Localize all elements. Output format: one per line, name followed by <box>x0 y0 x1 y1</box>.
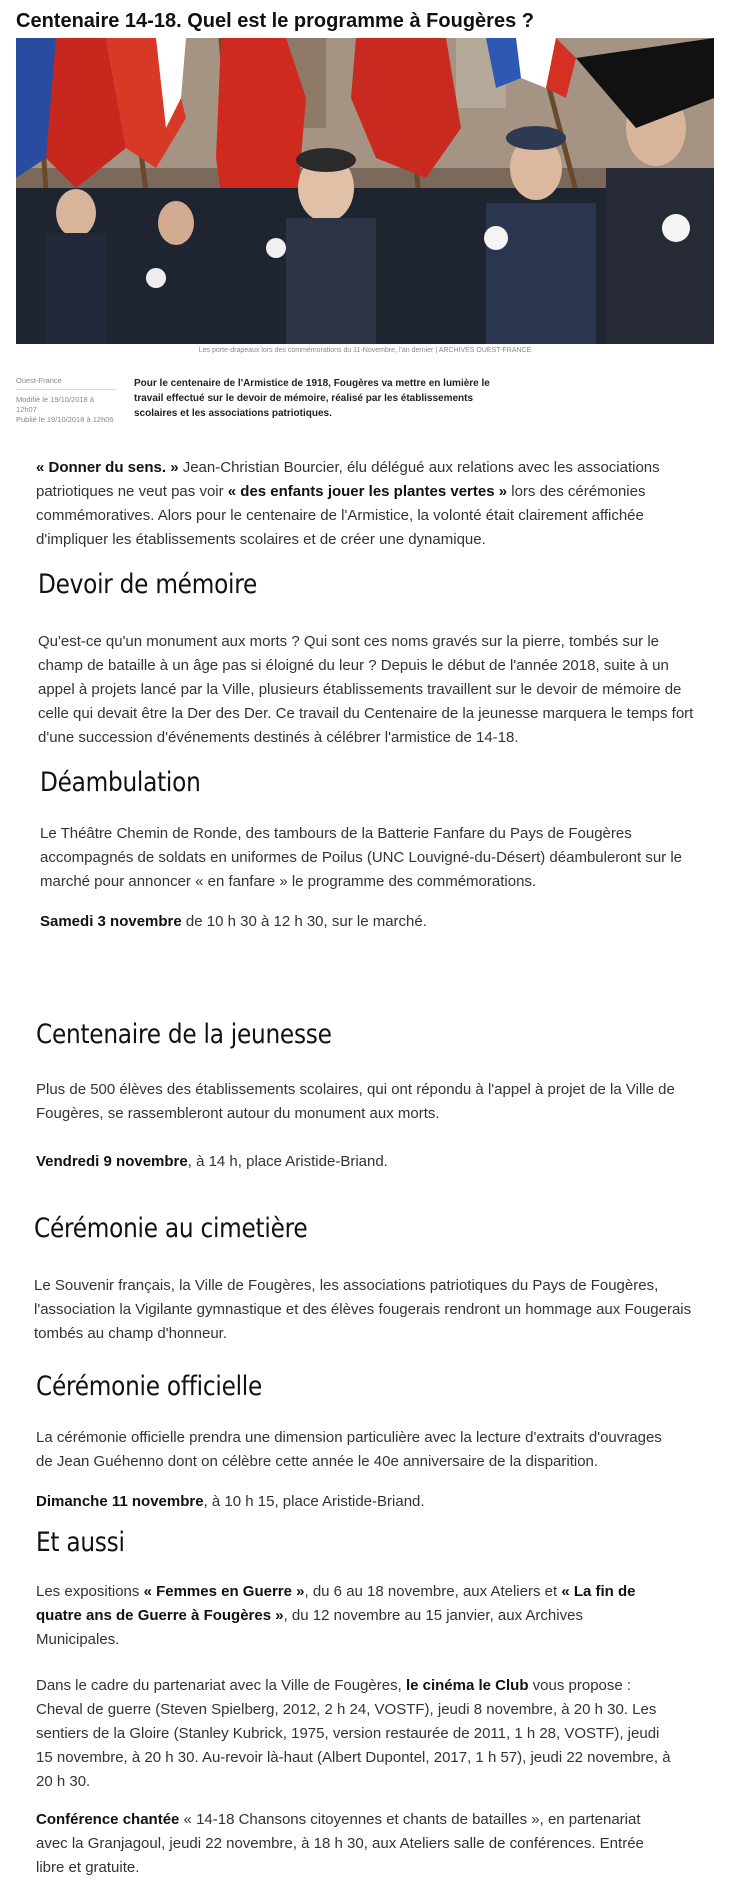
intro-quote-2: « des enfants jouer les plantes vertes » <box>227 483 508 500</box>
jeunesse-date-line <box>36 1150 696 1174</box>
flag-bearers-photo <box>16 38 714 344</box>
heading-aussi: Et aussi <box>36 1527 125 1558</box>
heading-jeunesse: Centenaire de la jeunesse <box>36 1019 332 1050</box>
conf-name: Conférence chantée <box>36 1811 180 1828</box>
officielle-paragraph: La cérémonie officielle prendra une dimension particulière avec la lecture d'extraits d'ouvrages de Jean Guéhenno dont on célèbre cette année le 40e anniversaire de la disparition. <box>36 1429 662 1470</box>
cine-name: le cinéma le Club <box>405 1677 529 1694</box>
modified-date: Modifié le 19/10/2018 à 12h07 <box>16 395 94 414</box>
cimetiere-paragraph: Le Souvenir français, la Ville de Fougères, les associations patriotiques du Pays de Fougères, l'association la Vigilante gymnastique et des élèves fougerais rendront un hommage aux Fougerais tombés au champ d'honneur. <box>34 1277 692 1342</box>
expo-prefix: Les expositions <box>36 1583 144 1600</box>
article-photo <box>16 38 714 344</box>
deambulation-paragraph: Le Théâtre Chemin de Ronde, des tambours de la Batterie Fanfare du Pays de Fougères accompagnés de soldats en uniformes de Poilus (UNC Louvigné-du-Désert) déambuleront sur le marché pour annoncer « en fanfare » le programme des commémorations. <box>40 825 682 890</box>
jeunesse-date: Vendredi 9 novembre <box>36 1153 188 1170</box>
jeunesse-detail: , à 14 h, place Aristide-Briand. <box>187 1153 388 1170</box>
article-source: Ouest-France <box>16 376 116 390</box>
devoir-paragraph: Qu'est-ce qu'un monument aux morts ? Qui sont ces noms gravés sur la pierre, tombés sur le champ de bataille à un âge pas si éloigné du leur ? Depuis le début de l'année 2018, suite à un appel à projets lancé par la Ville, plusieurs établissements travaillent sur le devoir de mémoire de celle qui devait être la Der des Der. Ce travail du Centenaire de la jeunesse marquera le temps fort d'une succession d'événements destinés à célébrer l'armistice de 14-18. <box>38 633 694 746</box>
expo-suffix: , du 12 novembre au 15 janvier, aux Archives Municipales. <box>36 1607 583 1648</box>
heading-devoir: Devoir de mémoire <box>38 569 258 600</box>
heading-officielle: Cérémonie officielle <box>36 1371 263 1402</box>
article-title: Centenaire 14-18. Quel est le programme à Fougères ? <box>16 10 534 32</box>
officielle-detail: , à 10 h 15, place Aristide-Briand. <box>203 1493 425 1510</box>
aussi-cinema <box>36 1674 676 1794</box>
jeunesse-paragraph: Plus de 500 élèves des établissements scolaires, qui ont répondu à l'appel à projet de la Ville de Fougères, se rassembleront autour du monument aux morts. <box>36 1081 675 1122</box>
heading-deambulation: Déambulation <box>40 767 201 798</box>
conf-text: « 14-18 Chansons citoyennes et chants de batailles », en partenariat avec la Granjagoul, jeudi 22 novembre, à 18 h 30, aux Ateliers salle de conférences. Entrée libre et gratuite. <box>36 1811 644 1876</box>
published-date: Publié le 19/10/2018 à 12h06 <box>16 415 114 424</box>
officielle-date: Dimanche 11 novembre <box>36 1493 204 1510</box>
cine-prefix: Dans le cadre du partenariat avec la Ville de Fougères, <box>36 1677 406 1694</box>
expo-mid: , du 6 au 18 novembre, aux Ateliers et <box>304 1583 562 1600</box>
officielle-date-line <box>36 1490 676 1514</box>
photo-caption: Les porte-drapeaux lors des commémorations du 11-Novembre, l'an dernier | ARCHIVES OUEST-FRANCE <box>198 347 532 354</box>
expo-femmes: « Femmes en Guerre » <box>143 1583 305 1600</box>
article-meta <box>16 376 116 425</box>
intro-text-1: Jean-Christian Bourcier, élu délégué aux relations avec les associations patriotiques ne veut pas voir <box>36 459 660 500</box>
article-lede: Pour le centenaire de l'Armistice de 1918, Fougères va mettre en lumière le travail effectué sur le devoir de mémoire, réalisé par les établissements scolaires et les associations patriotiques. <box>134 378 490 419</box>
cine-text: vous propose : Cheval de guerre (Steven Spielberg, 2012, 2 h 24, VOSTF), jeudi 8 novembre, à 20 h 30. Les sentiers de la Gloire (Stanley Kubrick, 1975, version restaurée de 2011, 1 h 28, VOSTF), jeudi 15 novembre, à 20 h 30. Au-revoir là-haut (Albert Dupontel, 2017, 1 h 57), jeudi 22 novembre, à 20 h 30. <box>36 1677 671 1790</box>
aussi-conference <box>36 1808 676 1880</box>
intro-quote-1: « Donner du sens. » <box>36 459 179 476</box>
deambulation-detail: de 10 h 30 à 12 h 30, sur le marché. <box>181 913 427 930</box>
expo-fin-guerre: « La fin de quatre ans de Guerre à Fougères » <box>36 1583 636 1624</box>
deambulation-date: Samedi 3 novembre <box>40 913 182 930</box>
aussi-expositions <box>36 1580 646 1652</box>
intro-text-2: lors des cérémonies commémoratives. Alors pour le centenaire de l'Armistice, la volonté était clairement affichée d'impliquer les établissements scolaires et de créer une dynamique. <box>36 483 646 548</box>
heading-cimetiere: Cérémonie au cimetière <box>34 1213 308 1244</box>
intro-paragraph <box>36 456 696 552</box>
deambulation-date-line <box>40 910 700 934</box>
